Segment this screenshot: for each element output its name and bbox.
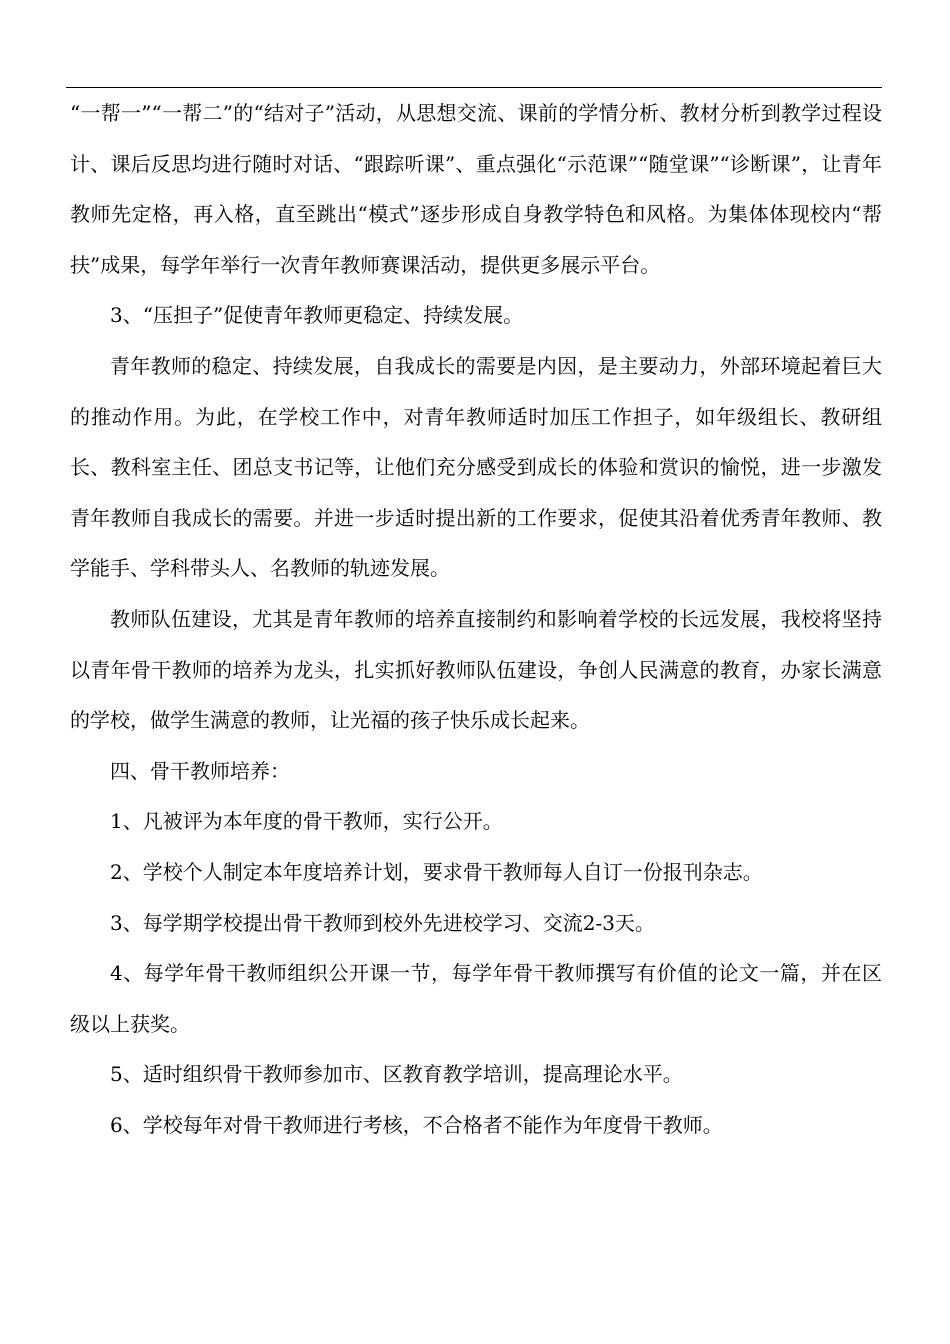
list-item-2: 2、学校个人制定本年度培养计划，要求骨干教师每人自订一份报刊杂志。 bbox=[110, 859, 763, 884]
list-item-6: 6、学校每年对骨干教师进行考核，不合格者不能作为年度骨干教师。 bbox=[110, 1112, 723, 1137]
document-body bbox=[70, 88, 882, 1150]
list-item-1: 1、凡被评为本年度的骨干教师，实行公开。 bbox=[110, 809, 503, 834]
list-item-3: 3、每学期学校提出骨干教师到校外先进校学习、交流2-3天。 bbox=[110, 910, 655, 935]
paragraph-1: “一帮一”“一帮二”的“结对子”活动，从思想交流、课前的学情分析、教材分析到教学过程设计、课后反思均进行随时对话、“跟踪听课”、重点强化“示范课”“随堂课”“诊断课”，让青年教师先定格，再入格，直至跳出“模式”逐步形成自身教学特色和风格。为集体体现校内“帮扶”成果，每学年举行一次青年教师赛课活动，提供更多展示平台。 bbox=[70, 101, 882, 277]
list-item-5: 5、适时组织骨干教师参加市、区教育教学培训，提高理论水平。 bbox=[110, 1062, 683, 1087]
list-item-4: 4、每学年骨干教师组织公开课一节，每学年骨干教师撰写有价值的论文一篇，并在区级以上获奖。 bbox=[70, 961, 882, 1036]
paragraph-3: 青年教师的稳定、持续发展，自我成长的需要是内因，是主要动力，外部环境起着巨大的推动作用。为此，在学校工作中，对青年教师适时加压工作担子，如年级组长、教研组长、教科室主任、团总支书记等，让他们充分感受到成长的体验和赏识的愉悦，进一步激发青年教师自我成长的需要。并进一步适时提出新的工作要求，促使其沿着优秀青年教师、教学能手、学科带头人、名教师的轨迹发展。 bbox=[70, 353, 882, 581]
section-heading: 四、骨干教师培养： bbox=[110, 758, 290, 783]
paragraph-4: 教师队伍建设，尤其是青年教师的培养直接制约和影响着学校的长远发展，我校将坚持以青年骨干教师的培养为龙头，扎实抓好教师队伍建设，争创人民满意的教育，办家长满意的学校，做学生满意的教师，让光福的孩子快乐成长起来。 bbox=[70, 606, 882, 733]
paragraph-2: 3、“压担子”促使青年教师更稳定、持续发展。 bbox=[110, 303, 524, 328]
